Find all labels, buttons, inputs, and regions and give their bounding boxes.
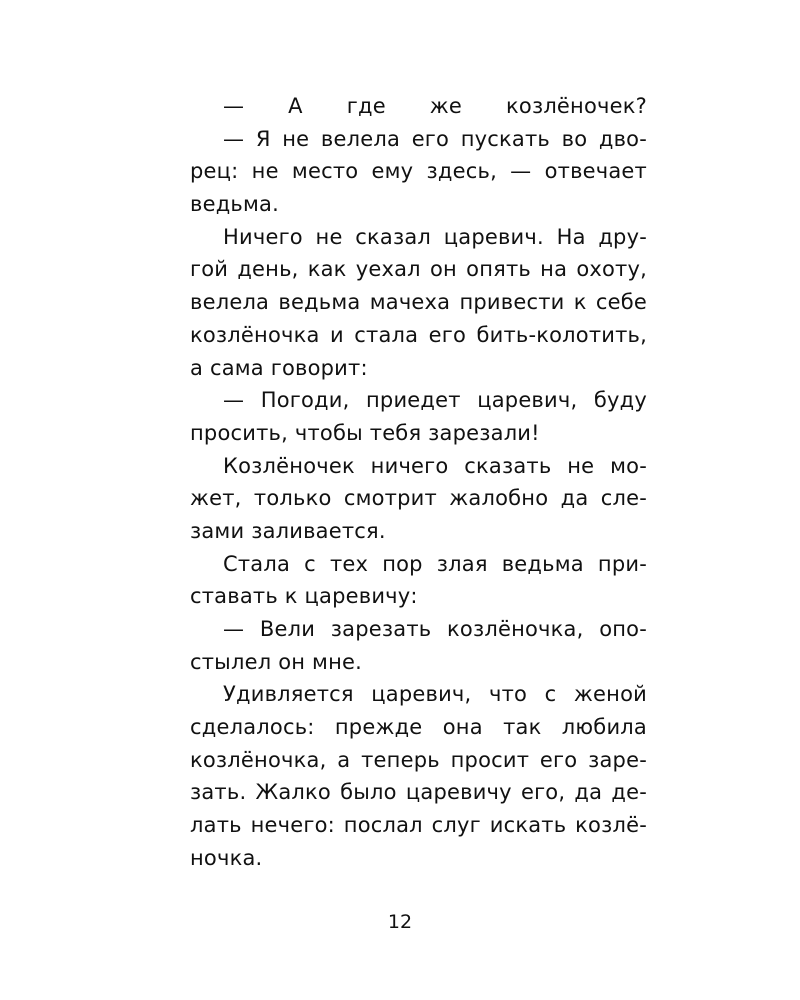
text-line: зами заливается. (190, 518, 386, 543)
text-line: велела ведьма мачеха привести к себе (190, 290, 647, 315)
text-line: — Погоди, приедет царевич, буду (223, 388, 647, 413)
text-line: Козлёночек ничего сказать не мо- (223, 453, 647, 478)
text-line: лать нечего: послал слуг искать козлё- (190, 813, 647, 838)
text-line: рец: не место ему здесь, — отвечает (190, 159, 647, 184)
text-line: стылел он мне. (190, 649, 363, 674)
text-line: Удивляется царевич, что с женой (223, 682, 647, 707)
text-line: ведьма. (190, 192, 279, 217)
text-line: ночка. (190, 845, 263, 870)
text-line: Стала с тех пор злая ведьма при- (223, 551, 647, 576)
text-line: — Вели зарезать козлёночка, опо- (223, 617, 647, 641)
text-line: козлёночка, а теперь просит его заре- (190, 747, 647, 772)
text-line: зать. Жалко было царевичу его, да де- (190, 780, 647, 805)
story-text (190, 90, 647, 875)
text-line: — А где же козлёночек? (223, 94, 647, 118)
text-line: Ничего не сказал царевич. На дру- (223, 224, 647, 249)
text-line: а сама говорит: (190, 355, 368, 380)
text-line: жет, только смотрит жалобно да сле- (190, 486, 647, 511)
text-line: гой день, как уехал он опять на охоту, (190, 257, 647, 282)
text-line: просить, чтобы тебя зарезали! (190, 420, 540, 445)
page-number: 12 (387, 911, 413, 933)
text-line: ставать к царевичу: (190, 584, 418, 609)
text-line: козлёночка и стала его бить-колотить, (190, 322, 647, 347)
text-line: сделалось: прежде она так любила (190, 715, 647, 740)
text-line: — Я не велела его пускать во дво- (223, 126, 647, 151)
